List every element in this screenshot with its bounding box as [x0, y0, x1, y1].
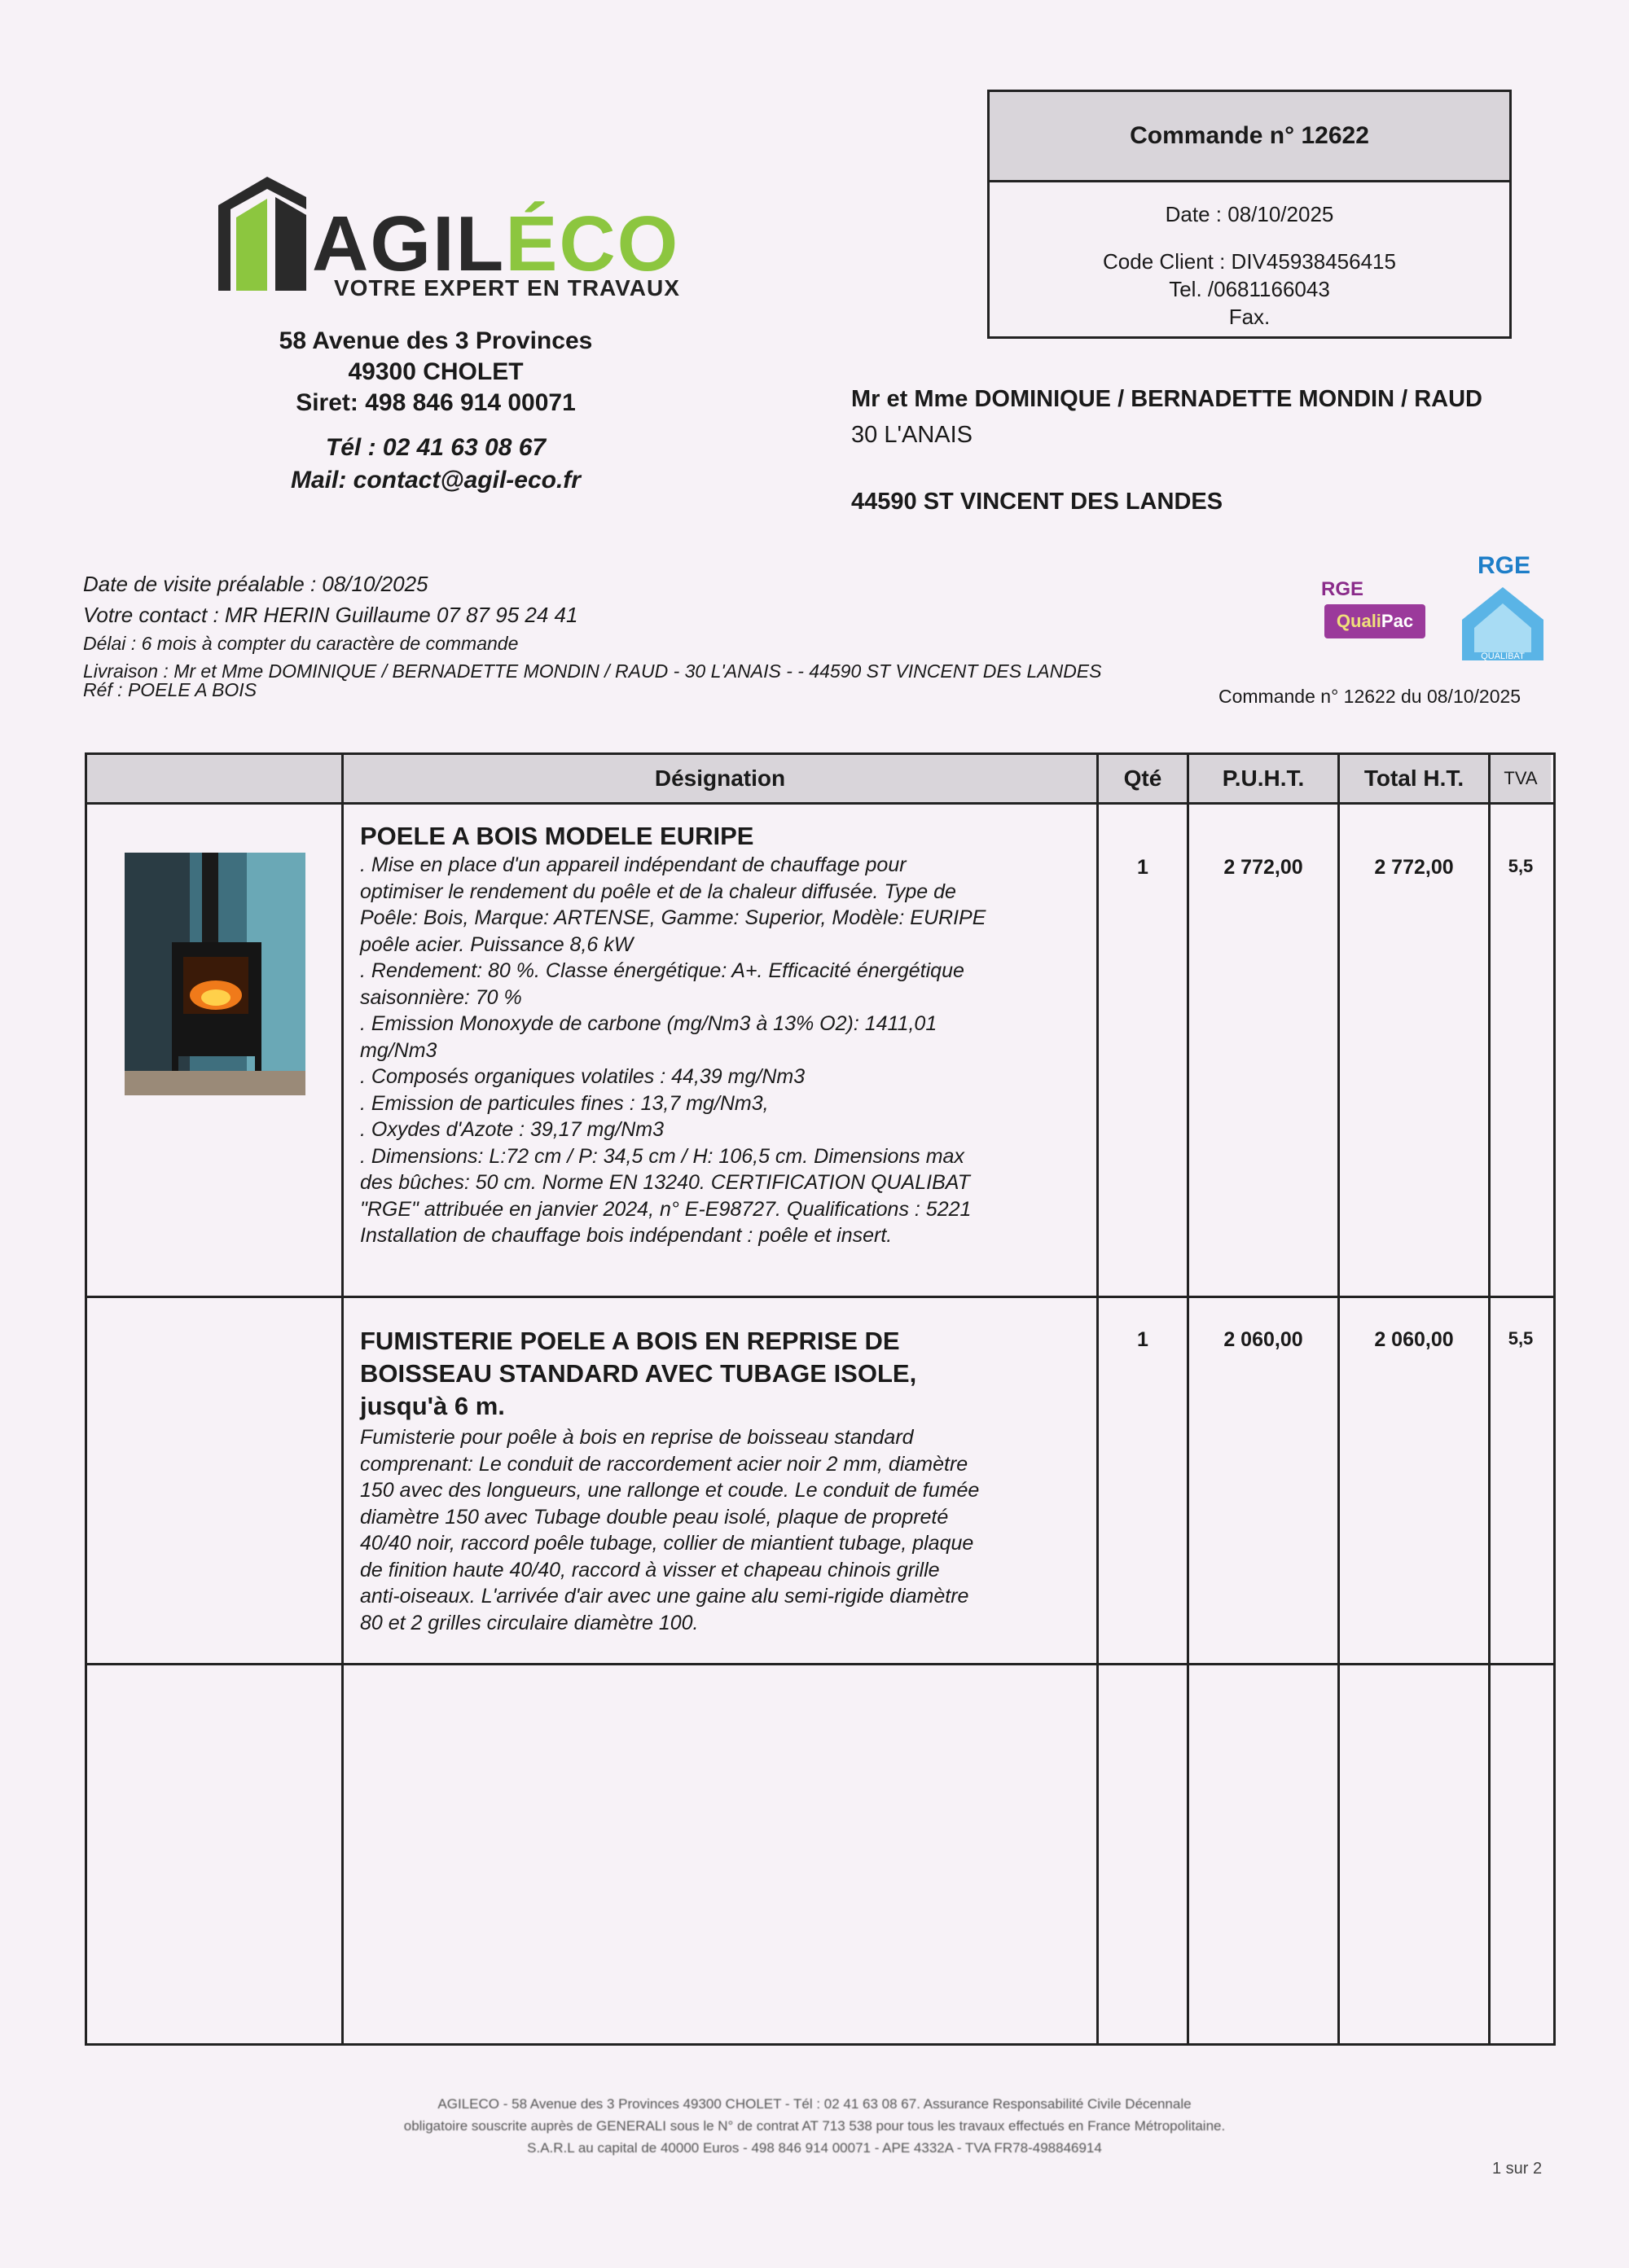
order-title: Commande n° 12622 — [990, 92, 1509, 182]
item-qty: 1 — [1137, 856, 1148, 879]
footer-line: AGILECO - 58 Avenue des 3 Provinces 49300 CHOLET - Tél : 02 41 63 08 67. Assurance Responsabilité Civile Décennale — [437, 2096, 1192, 2112]
item-unit-price: 2 060,00 — [1223, 1328, 1303, 1351]
page-footer — [244, 2093, 1385, 2159]
order-fax: Fax. — [1228, 305, 1271, 329]
client-city: 44590 ST VINCENT DES LANDES — [851, 489, 1223, 515]
delivery-address: Livraison : Mr et Mme DOMINIQUE / BERNADETTE MONDIN / RAUD - 30 L'ANAIS - - 44590 ST VINCENT DES LANDES — [83, 660, 1102, 682]
client-street: 30 L'ANAIS — [851, 422, 973, 448]
company-address — [244, 326, 627, 419]
company-siret: Siret: 498 846 914 00071 — [296, 389, 576, 416]
client-name: Mr et Mme DOMINIQUE / BERNADETTE MONDIN / RAUD — [851, 386, 1482, 412]
delay: Délai : 6 mois à compter du caractère de commande — [83, 633, 519, 654]
order-table — [85, 752, 1556, 2046]
rge-qualibat-badge — [1458, 552, 1548, 666]
header-qty: Qté — [1099, 755, 1187, 802]
qualipac-label-a: Quali — [1336, 611, 1381, 631]
order-box — [987, 90, 1512, 339]
item-title: POELE A BOIS MODELE EURIPE — [360, 822, 754, 850]
company-contact — [244, 432, 627, 497]
rge-qualipac-badge — [1319, 577, 1429, 642]
header-unit-price: P.U.H.T. — [1189, 755, 1337, 802]
company-city: 49300 CHOLET — [348, 358, 524, 385]
rge-badge-label: RGE — [1321, 578, 1364, 600]
item-total: 2 772,00 — [1374, 856, 1454, 879]
client-address — [851, 381, 1482, 520]
item-description: . Mise en place d'un appareil indépendant de chauffage pour optimiser le rendement du poêle et de la chaleur diffusée. Type de Poêle: Bois, Marque: ARTENSE, Gamme: Superior, Modèle: EURIPE poêle acier. Puissance 8,6 kW . Rendement: 80 %. Classe énergétique: A+. Efficacité énergétique saisonnière: 70 % . Emission Monoxyde de carbone (mg/Nm3 à 13% O2): 1411,01 mg/Nm3 . Composés organiques volatiles : 44,39 mg/Nm3 . Emission de particules fines : 13,7 mg/Nm3, . Oxydes d'Azote : 39,17 mg/Nm3 . Dimensions: L:72 cm / P: 34,5 cm / H: 106,5 cm. Dimensions max des bûches: 50 cm. Norme EN 13240. CERTIFICATION QUALIBAT "RGE" attribuée en janvier 2024, n° E-E98727. Qualifications : 5221 Installation de chauffage bois indépendant : poêle et insert. — [360, 853, 986, 1247]
qualibat-label: QUALIBAT — [1481, 651, 1525, 661]
logo-text-right: ÉCO — [505, 200, 680, 287]
item-unit-price: 2 772,00 — [1223, 856, 1303, 879]
qualipac-label-b: Pac — [1381, 611, 1414, 631]
item-title: FUMISTERIE POELE A BOIS EN REPRISE DE BOISSEAU STANDARD AVEC TUBAGE ISOLE, jusqu'à 6 m. — [360, 1327, 917, 1420]
company-street: 58 Avenue des 3 Provinces — [279, 327, 593, 354]
rge-badge-label: RGE — [1478, 552, 1531, 579]
order-tel: Tel. /0681166043 — [1169, 277, 1330, 301]
footer-line: S.A.R.L au capital de 40000 Euros - 498 846 914 00071 - APE 4332A - TVA FR78-498846914 — [527, 2140, 1102, 2156]
stove-photo — [125, 853, 305, 1095]
company-tel: Tél : 02 41 63 08 67 — [325, 434, 547, 461]
logo-house-icon — [210, 173, 316, 295]
item-total: 2 060,00 — [1374, 1328, 1454, 1351]
order-meta — [83, 568, 1101, 699]
header-vat: TVA — [1491, 755, 1551, 802]
logo-tagline: VOTRE EXPERT EN TRAVAUX — [334, 275, 680, 300]
order-reference: Commande n° 12622 du 08/10/2025 — [1218, 686, 1521, 707]
visit-date: Date de visite préalable : 08/10/2025 — [83, 572, 428, 596]
page-number: 1 sur 2 — [1492, 2160, 1543, 2178]
item-qty: 1 — [1137, 1328, 1148, 1351]
header-total: Total H.T. — [1340, 755, 1488, 802]
order-client-code: Code Client : DIV45938456415 — [1103, 249, 1396, 274]
header-designation: Désignation — [344, 755, 1096, 802]
item-description: Fumisterie pour poêle à bois en reprise de boisseau standard comprenant: Le conduit de raccordement acier noir 2 mm, diamètre 150 avec des longueurs, une rallonge et coude. Le conduit de fumée diamètre 150 avec Tubage double peau isolé, plaque de propreté 40/40 noir, raccord poêle tubage, collier de miantient tubage, plaque de finition haute 40/40, raccord à visser et chapeau chinois grille anti-oiseaux. L'arrivée d'air avec une gaine alu semi-rigide diamètre 80 et 2 grilles circulaire diamètre 100. — [360, 1426, 980, 1634]
company-mail: Mail: contact@agil-eco.fr — [291, 467, 581, 494]
contact-person: Votre contact : MR HERIN Guillaume 07 87 95 24 41 — [83, 603, 578, 627]
order-date: Date : 08/10/2025 — [1165, 202, 1334, 226]
header-image-col — [87, 755, 341, 802]
footer-line: obligatoire souscrite auprès de GENERALI sous le N° de contrat AT 713 538 pour tous les travaux effectués en France Métropolitaine. — [403, 2118, 1226, 2134]
item-vat: 5,5 — [1508, 856, 1534, 876]
reference: Réf : POELE A BOIS — [83, 679, 257, 700]
item-vat: 5,5 — [1508, 1328, 1534, 1349]
logo-text-left: AGIL — [312, 200, 506, 287]
